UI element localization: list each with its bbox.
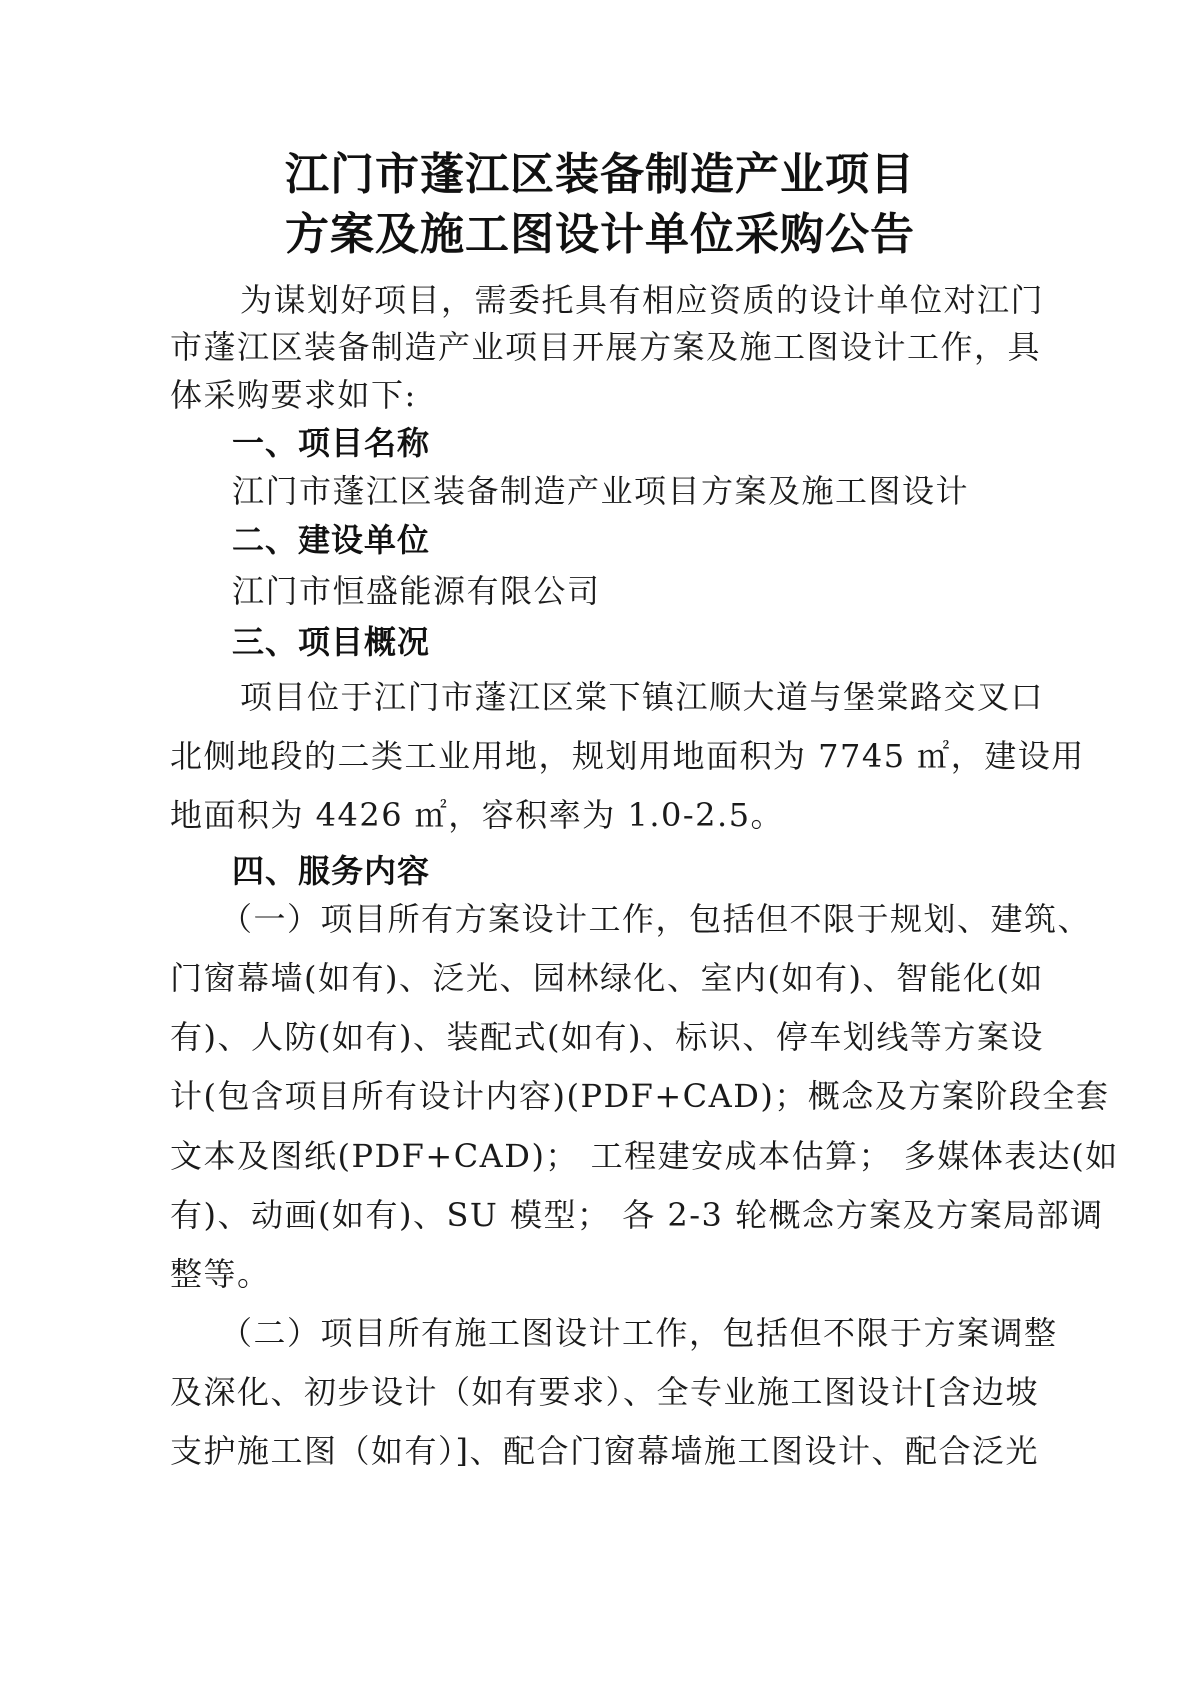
intro-line-2: 市蓬江区装备制造产业项目开展方案及施工图设计工作，具 <box>170 328 1042 366</box>
section-4-p1-line-4: 计(包含项目所有设计内容)(PDF+CAD)；概念及方案阶段全套 <box>170 1077 1110 1115</box>
section-3-line-1: 项目位于江门市蓬江区棠下镇江顺大道与堡棠路交叉口 <box>240 678 1045 716</box>
section-4-heading: 四、服务内容 <box>232 852 431 890</box>
section-4-p1-line-2: 门窗幕墙(如有)、泛光、园林绿化、室内(如有)、智能化(如 <box>170 959 1044 997</box>
section-4-p2-line-1: （二）项目所有施工图设计工作，包括但不限于方案调整 <box>220 1314 1058 1352</box>
section-3-heading: 三、项目概况 <box>232 623 431 661</box>
section-3-line-3: 地面积为 4426 ㎡，容积率为 1.0-2.5。 <box>170 796 785 834</box>
document-title-line-1: 江门市蓬江区装备制造产业项目 <box>285 149 915 200</box>
section-4-p2-line-2: 及深化、初步设计（如有要求）、全专业施工图设计[含边坡 <box>170 1373 1039 1411</box>
intro-line-1: 为谋划好项目，需委托具有相应资质的设计单位对江门 <box>240 281 1045 319</box>
section-4-p1-line-3: 有)、人防(如有)、装配式(如有)、标识、停车划线等方案设 <box>170 1018 1044 1056</box>
section-1-heading: 一、项目名称 <box>232 424 431 462</box>
section-2-heading: 二、建设单位 <box>232 521 431 559</box>
section-4-p1-line-5: 文本及图纸(PDF+CAD)； 工程建安成本估算； 多媒体表达(如 <box>170 1137 1119 1175</box>
section-4-p1-line-6: 有)、动画(如有)、SU 模型； 各 2-3 轮概念方案及方案局部调 <box>170 1196 1104 1234</box>
section-4-p2-line-3: 支护施工图（如有）]、配合门窗幕墙施工图设计、配合泛光 <box>170 1432 1039 1470</box>
section-4-p1-line-1: （一）项目所有方案设计工作，包括但不限于规划、建筑、 <box>220 900 1092 938</box>
section-4-p1-line-7: 整等。 <box>170 1255 271 1293</box>
section-3-line-2: 北侧地段的二类工业用地，规划用地面积为 7745 ㎡，建设用 <box>170 737 1085 775</box>
intro-line-3: 体采购要求如下: <box>170 376 417 414</box>
section-1-text: 江门市蓬江区装备制造产业项目方案及施工图设计 <box>232 472 970 510</box>
section-2-text: 江门市恒盛能源有限公司 <box>232 572 601 610</box>
document-title-line-2: 方案及施工图设计单位采购公告 <box>285 209 915 260</box>
